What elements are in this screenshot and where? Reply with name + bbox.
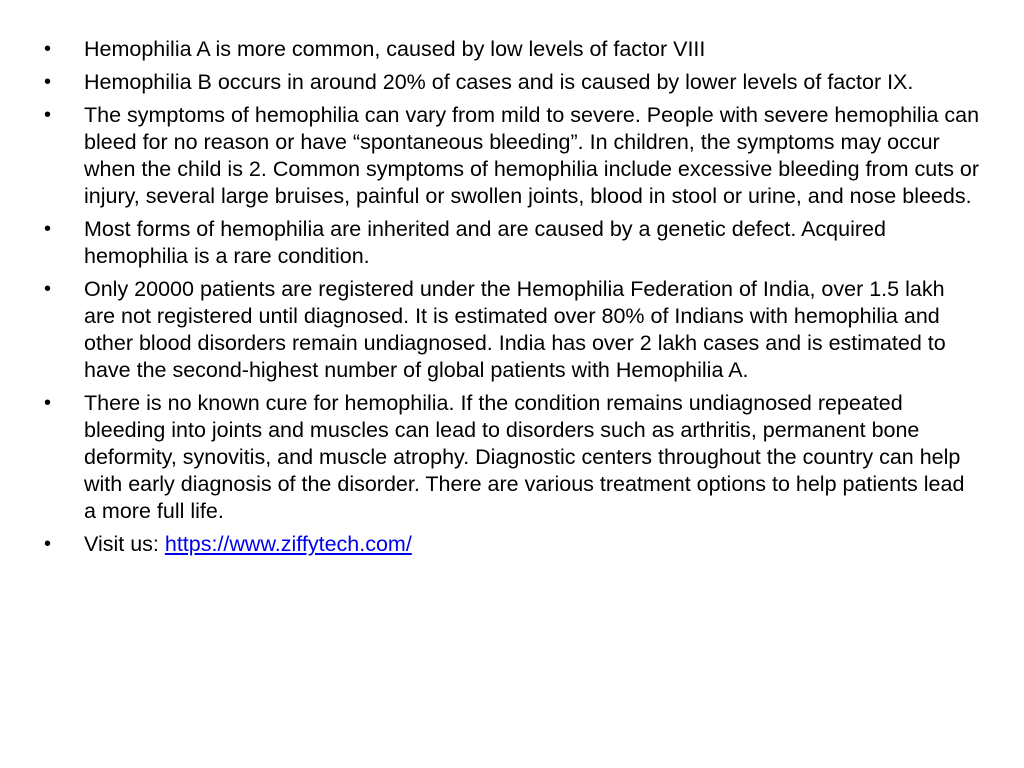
bullet-icon: • xyxy=(44,104,52,126)
bullet-item-visit xyxy=(44,531,980,558)
website-link[interactable]: https://www.ziffytech.com/ xyxy=(164,532,412,556)
bullet-icon: • xyxy=(44,38,52,60)
bullet-icon: • xyxy=(44,71,52,93)
bullet-item-inherited xyxy=(44,216,980,270)
bullet-item-cure xyxy=(44,390,980,525)
bullet-text: The symptoms of hemophilia can vary from mild to severe. People with severe hemophilia can bleed for no reason or have “spontaneous bleeding”. In children, the symptoms may occur when the child is 2. Common symptoms of hemophilia include excessive bleeding from cuts or injury, several large bruises, painful or swollen joints, blood in stool or urine, and nose bleeds. xyxy=(84,103,980,208)
bullet-text: Hemophilia B occurs in around 20% of cases and is caused by lower levels of factor IX. xyxy=(84,70,914,94)
bullet-icon: • xyxy=(44,278,52,300)
bullet-text: Hemophilia A is more common, caused by low levels of factor VIII xyxy=(84,37,706,61)
bullet-text: Most forms of hemophilia are inherited and are caused by a genetic defect. Acquired hemophilia is a rare condition. xyxy=(84,217,886,268)
bullet-list xyxy=(44,36,980,564)
visit-label: Visit us: xyxy=(84,532,165,556)
bullet-item-hemophilia-b xyxy=(44,69,980,96)
bullet-item-symptoms xyxy=(44,102,980,210)
bullet-text: Only 20000 patients are registered under the Hemophilia Federation of India, over 1.5 lakh are not registered until diagnosed. It is estimated over 80% of Indians with hemophilia and other blood disorders remain undiagnosed. India has over 2 lakh cases and is estimated to have the second-highest number of global patients with Hemophilia A. xyxy=(84,277,946,382)
bullet-icon: • xyxy=(44,392,52,414)
bullet-icon: • xyxy=(44,218,52,240)
bullet-text: There is no known cure for hemophilia. If the condition remains undiagnosed repeated bleeding into joints and muscles can lead to disorders such as arthritis, permanent bone deformity, synovitis, and muscle atrophy. Diagnostic centers throughout the country can help with early diagnosis of the disorder. There are various treatment options to help patients lead a more full life. xyxy=(84,391,965,523)
bullet-item-hemophilia-a xyxy=(44,36,980,63)
bullet-icon: • xyxy=(44,533,52,555)
bullet-item-india-stats xyxy=(44,276,980,384)
